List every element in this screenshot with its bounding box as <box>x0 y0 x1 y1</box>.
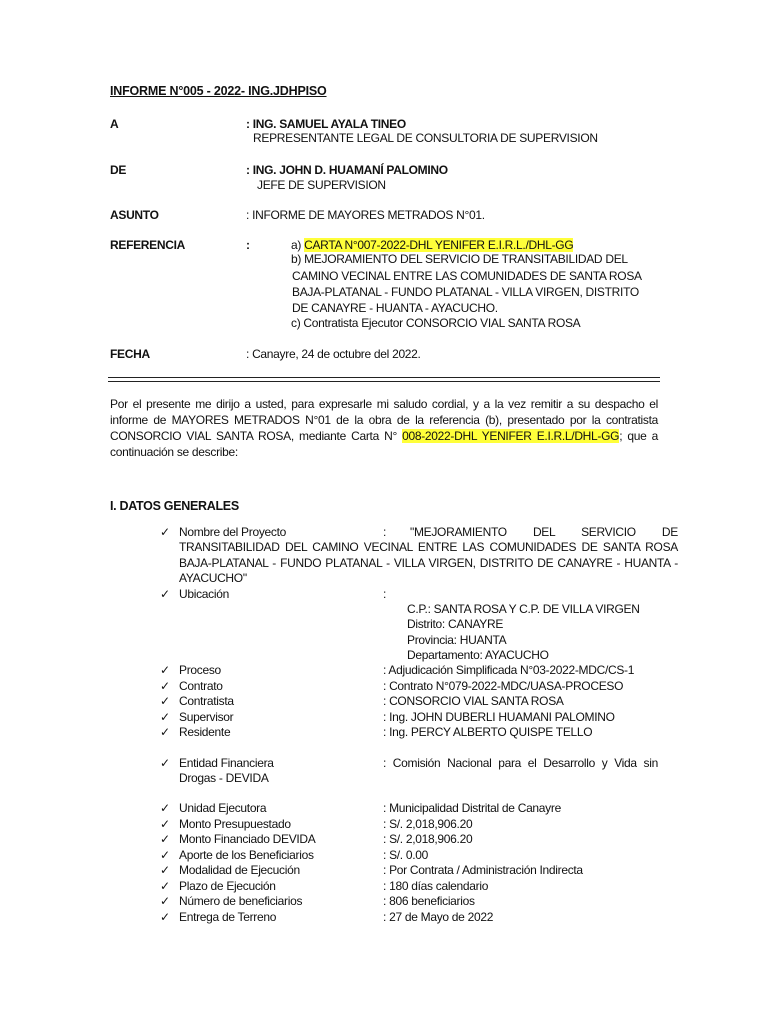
intro-line-3-prefix: CONSORCIO VIAL SANTA ROSA, mediante Carta N° <box>110 429 403 443</box>
item-label: Aporte de los Beneficiarios <box>179 847 314 862</box>
item-value: : 27 de Mayo de 2022 <box>383 909 494 924</box>
checkmark-icon: ✓ <box>160 909 170 924</box>
sender-label: DE <box>110 163 127 177</box>
reference-label: REFERENCIA <box>110 238 186 252</box>
project-name-line-3: BAJA-PLATANAL - FUNDO PLATANAL - VILLA VIRGEN, DISTRITO DE CANAYRE - HUANTA - <box>179 556 678 570</box>
item-value: : S/. 2,018,906.20 <box>383 816 473 831</box>
checkmark-icon: ✓ <box>160 694 170 708</box>
item-label: Modalidad de Ejecución <box>179 863 300 877</box>
funding-entity-label: Entidad Financiera <box>179 756 274 770</box>
item-value: : S/. 0.00 <box>383 847 429 862</box>
funding-entity-continuation: Drogas - DEVIDA <box>179 771 269 785</box>
item-value: : 806 beneficiarios <box>383 894 475 908</box>
location-label: Ubicación <box>179 587 229 601</box>
project-name-line-2: TRANSITABILIDAD DEL CAMINO VECINAL ENTRE LAS COMUNIDADES DE SANTA ROSA <box>179 540 678 554</box>
reference-b-line-1: b) MEJORAMIENTO DEL SERVICIO DE TRANSITABILIDAD DEL <box>291 252 628 266</box>
section-title: I. DATOS GENERALES <box>110 499 239 513</box>
location-department: Departamento: AYACUCHO <box>407 648 549 662</box>
item-label: Monto Financiado DEVIDA <box>179 832 316 846</box>
intro-line-2: informe de MAYORES METRADOS N°01 de la obra de la referencia (b), presentado por la contratista <box>110 413 658 427</box>
reference-a <box>291 238 573 252</box>
reference-a-prefix: a) <box>291 238 305 252</box>
reference-a-highlight: CARTA N°007-2022-DHL YENIFER E.I.R.L./DHL-GG <box>304 238 574 252</box>
funding-entity-value: : Comisión Nacional para el Desarrollo y Vida sin <box>383 756 658 770</box>
item-value: : Ing. JOHN DUBERLI HUAMANI PALOMINO <box>383 709 615 724</box>
project-name-line-4: AYACUCHO" <box>179 571 247 585</box>
item-value: : Municipalidad Distrital de Canayre <box>383 801 561 815</box>
recipient-role: REPRESENTANTE LEGAL DE CONSULTORIA DE SUPERVISION <box>253 131 598 145</box>
item-label: Residente <box>179 725 231 739</box>
item-value: : S/. 2,018,906.20 <box>383 832 473 846</box>
checkmark-icon: ✓ <box>160 725 170 739</box>
reference-b-line-3: BAJA-PLATANAL - FUNDO PLATANAL - VILLA VIRGEN, DISTRITO <box>292 285 639 299</box>
item-label: Unidad Ejecutora <box>179 801 267 815</box>
checkmark-icon: ✓ <box>160 801 170 815</box>
intro-line-1: Por el presente me dirijo a usted, para expresarle mi saludo cordial, y a la vez remitir a su despacho el <box>110 397 658 411</box>
checkmark-icon: ✓ <box>160 756 170 770</box>
project-name-label: Nombre del Proyecto <box>179 525 287 539</box>
item-label: Número de beneficiarios <box>179 894 303 908</box>
checkmark-icon: ✓ <box>160 709 170 724</box>
report-title: INFORME N°005 - 2022- ING.JDHPISO <box>110 84 327 98</box>
intro-paragraph <box>110 396 658 460</box>
project-name-line-1: "MEJORAMIENTO DEL SERVICIO DE <box>410 525 678 539</box>
intro-line-4: continuación se describe: <box>110 445 238 459</box>
checkmark-icon: ✓ <box>160 587 170 601</box>
item-label: Proceso <box>179 663 221 677</box>
date-value: : Canayre, 24 de octubre del 2022. <box>246 347 421 361</box>
location-province: Provincia: HUANTA <box>407 633 507 647</box>
item-label: Plazo de Ejecución <box>179 878 276 893</box>
checkmark-icon: ✓ <box>160 816 170 831</box>
item-value: : Por Contrata / Administración Indirecta <box>383 863 583 877</box>
location-cp: C.P.: SANTA ROSA Y C.P. DE VILLA VIRGEN <box>407 602 640 616</box>
checkmark-icon: ✓ <box>160 525 170 539</box>
item-value: : 180 días calendario <box>383 878 489 893</box>
item-value: : Ing. PERCY ALBERTO QUISPE TELLO <box>383 725 593 739</box>
checkmark-icon: ✓ <box>160 894 170 908</box>
intro-line-3 <box>110 428 658 444</box>
location-district: Distrito: CANAYRE <box>407 617 504 631</box>
sender-name: : ING. JOHN D. HUAMANÍ PALOMINO <box>246 163 448 177</box>
recipient-label: A <box>110 117 119 131</box>
item-label: Contratista <box>179 694 234 708</box>
recipient-name: : ING. SAMUEL AYALA TINEO <box>246 117 406 131</box>
location-colon: : <box>383 587 387 601</box>
reference-b-line-4: DE CANAYRE - HUANTA - AYACUCHO. <box>292 301 498 315</box>
reference-b-line-2: CAMINO VECINAL ENTRE LAS COMUNIDADES DE SANTA ROSA <box>292 269 642 283</box>
checkmark-icon: ✓ <box>160 863 170 877</box>
divider-top <box>108 377 660 378</box>
checkmark-icon: ✓ <box>160 663 170 677</box>
checkmark-icon: ✓ <box>160 832 170 846</box>
subject-value: : INFORME DE MAYORES METRADOS N°01. <box>246 208 485 222</box>
item-value: : Adjudicación Simplificada N°03-2022-MDC/CS-1 <box>383 663 635 677</box>
intro-line-3-highlight: 008-2022-DHL YENIFER E.I.R.L/DHL-GG <box>402 429 620 443</box>
checkmark-icon: ✓ <box>160 847 170 862</box>
intro-line-3-suffix: ; que a <box>619 429 658 443</box>
divider-bottom <box>108 381 660 382</box>
subject-label: ASUNTO <box>110 208 159 222</box>
item-label: Contrato <box>179 678 223 693</box>
item-value: : Contrato N°079-2022-MDC/UASA-PROCESO <box>383 678 624 693</box>
item-label: Supervisor <box>179 709 234 724</box>
sender-role: JEFE DE SUPERVISION <box>257 178 386 192</box>
checkmark-icon: ✓ <box>160 678 170 693</box>
reference-c: c) Contratista Ejecutor CONSORCIO VIAL SANTA ROSA <box>291 316 581 330</box>
checkmark-icon: ✓ <box>160 878 170 893</box>
item-label: Monto Presupuestado <box>179 816 291 831</box>
date-label: FECHA <box>110 347 150 361</box>
item-label: Entrega de Terreno <box>179 909 277 924</box>
project-name-colon: : <box>383 525 387 539</box>
reference-colon: : <box>246 238 250 252</box>
item-value: : CONSORCIO VIAL SANTA ROSA <box>383 694 564 708</box>
